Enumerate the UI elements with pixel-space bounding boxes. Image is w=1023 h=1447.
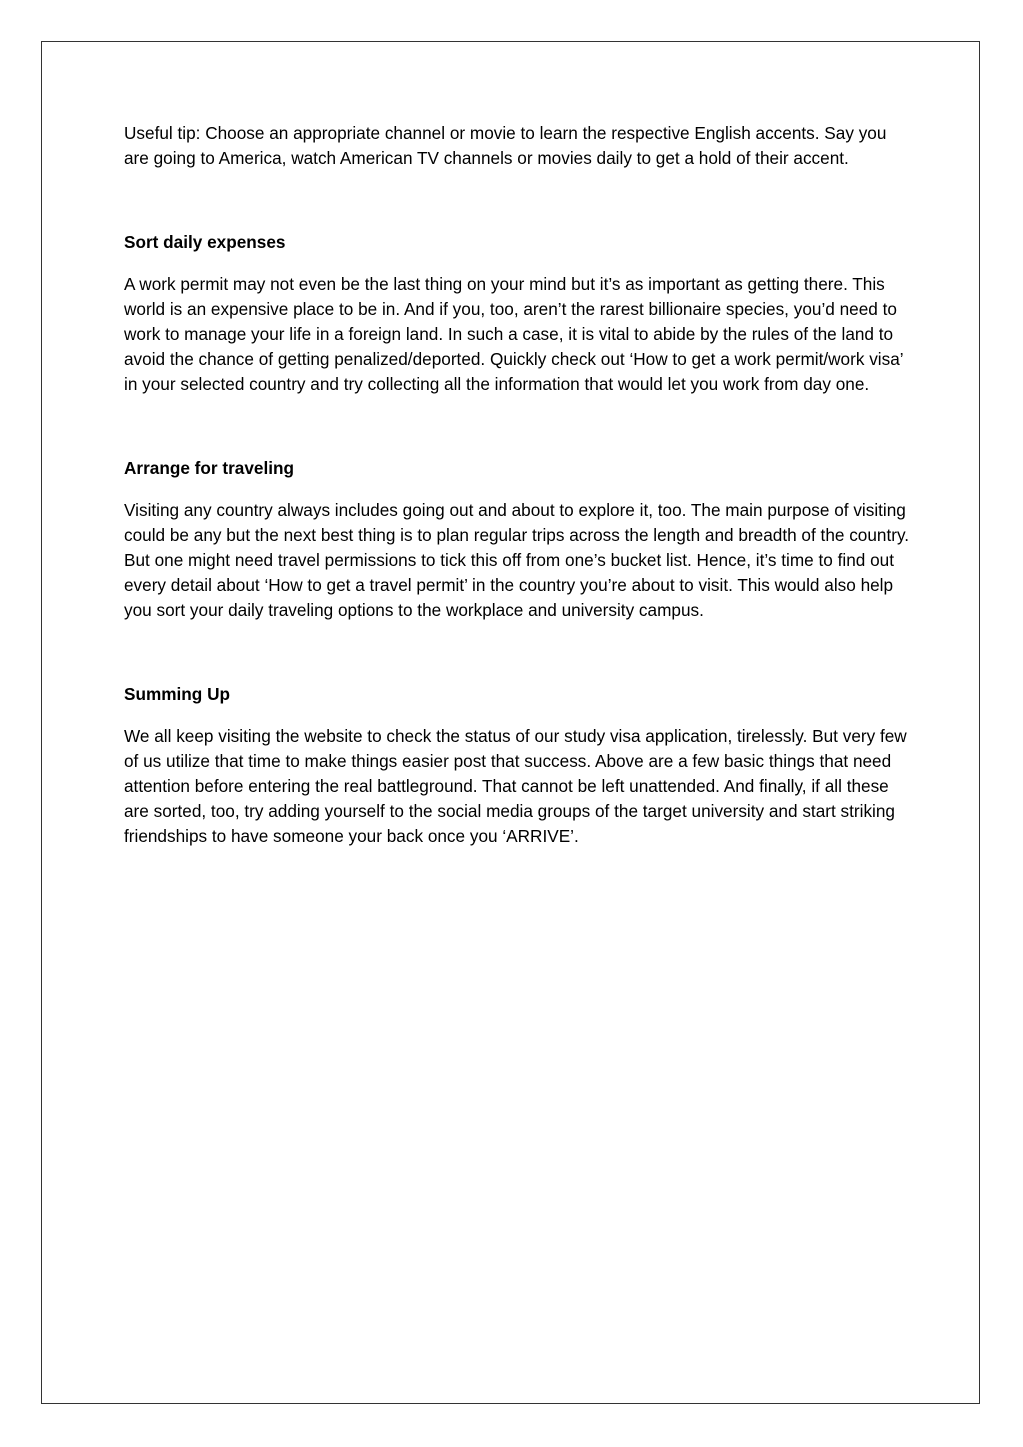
section-paragraph: We all keep visiting the website to check the status of our study visa application, tirelessly. But very few of us utilize that time to make things easier post that success. Above are a few basic things that need attention before entering the real battleground. That cannot be left unattended. And finally, if all these are sorted, too, try adding yourself to the social media groups of the target university and start striking friendships to have someone your back once you ‘ARRIVE’. — [124, 726, 907, 846]
section-sort-daily-expenses — [124, 230, 914, 397]
section-heading: Arrange for traveling — [124, 458, 295, 478]
section-arrange-for-traveling — [124, 456, 914, 623]
section-summing-up — [124, 682, 914, 849]
section-paragraph: A work permit may not even be the last thing on your mind but it’s as important as getting there. This world is an expensive place to be in. And if you, too, aren’t the rarest billionaire species, you’d need to work to manage your life in a foreign land. In such a case, it is vital to abide by the rules of the land to avoid the chance of getting penalized/deported. Quickly check out ‘How to get a work permit/work visa’ in your selected country and try collecting all the information that would let you work from day one. — [124, 274, 903, 394]
document-body — [124, 121, 914, 849]
useful-tip-paragraph: Useful tip: Choose an appropriate channel or movie to learn the respective English accents. Say you are going to America, watch American TV channels or movies daily to get a hold of their accent. — [124, 123, 887, 168]
section-heading: Sort daily expenses — [124, 232, 286, 252]
section-heading: Summing Up — [124, 684, 230, 704]
section-paragraph: Visiting any country always includes going out and about to explore it, too. The main purpose of visiting could be any but the next best thing is to plan regular trips across the length and breadth of the country. But one might need travel permissions to tick this off from one’s bucket list. Hence, it’s time to find out every detail about ‘How to get a travel permit’ in the country you’re about to visit. This would also help you sort your daily traveling options to the workplace and university campus. — [124, 500, 910, 620]
